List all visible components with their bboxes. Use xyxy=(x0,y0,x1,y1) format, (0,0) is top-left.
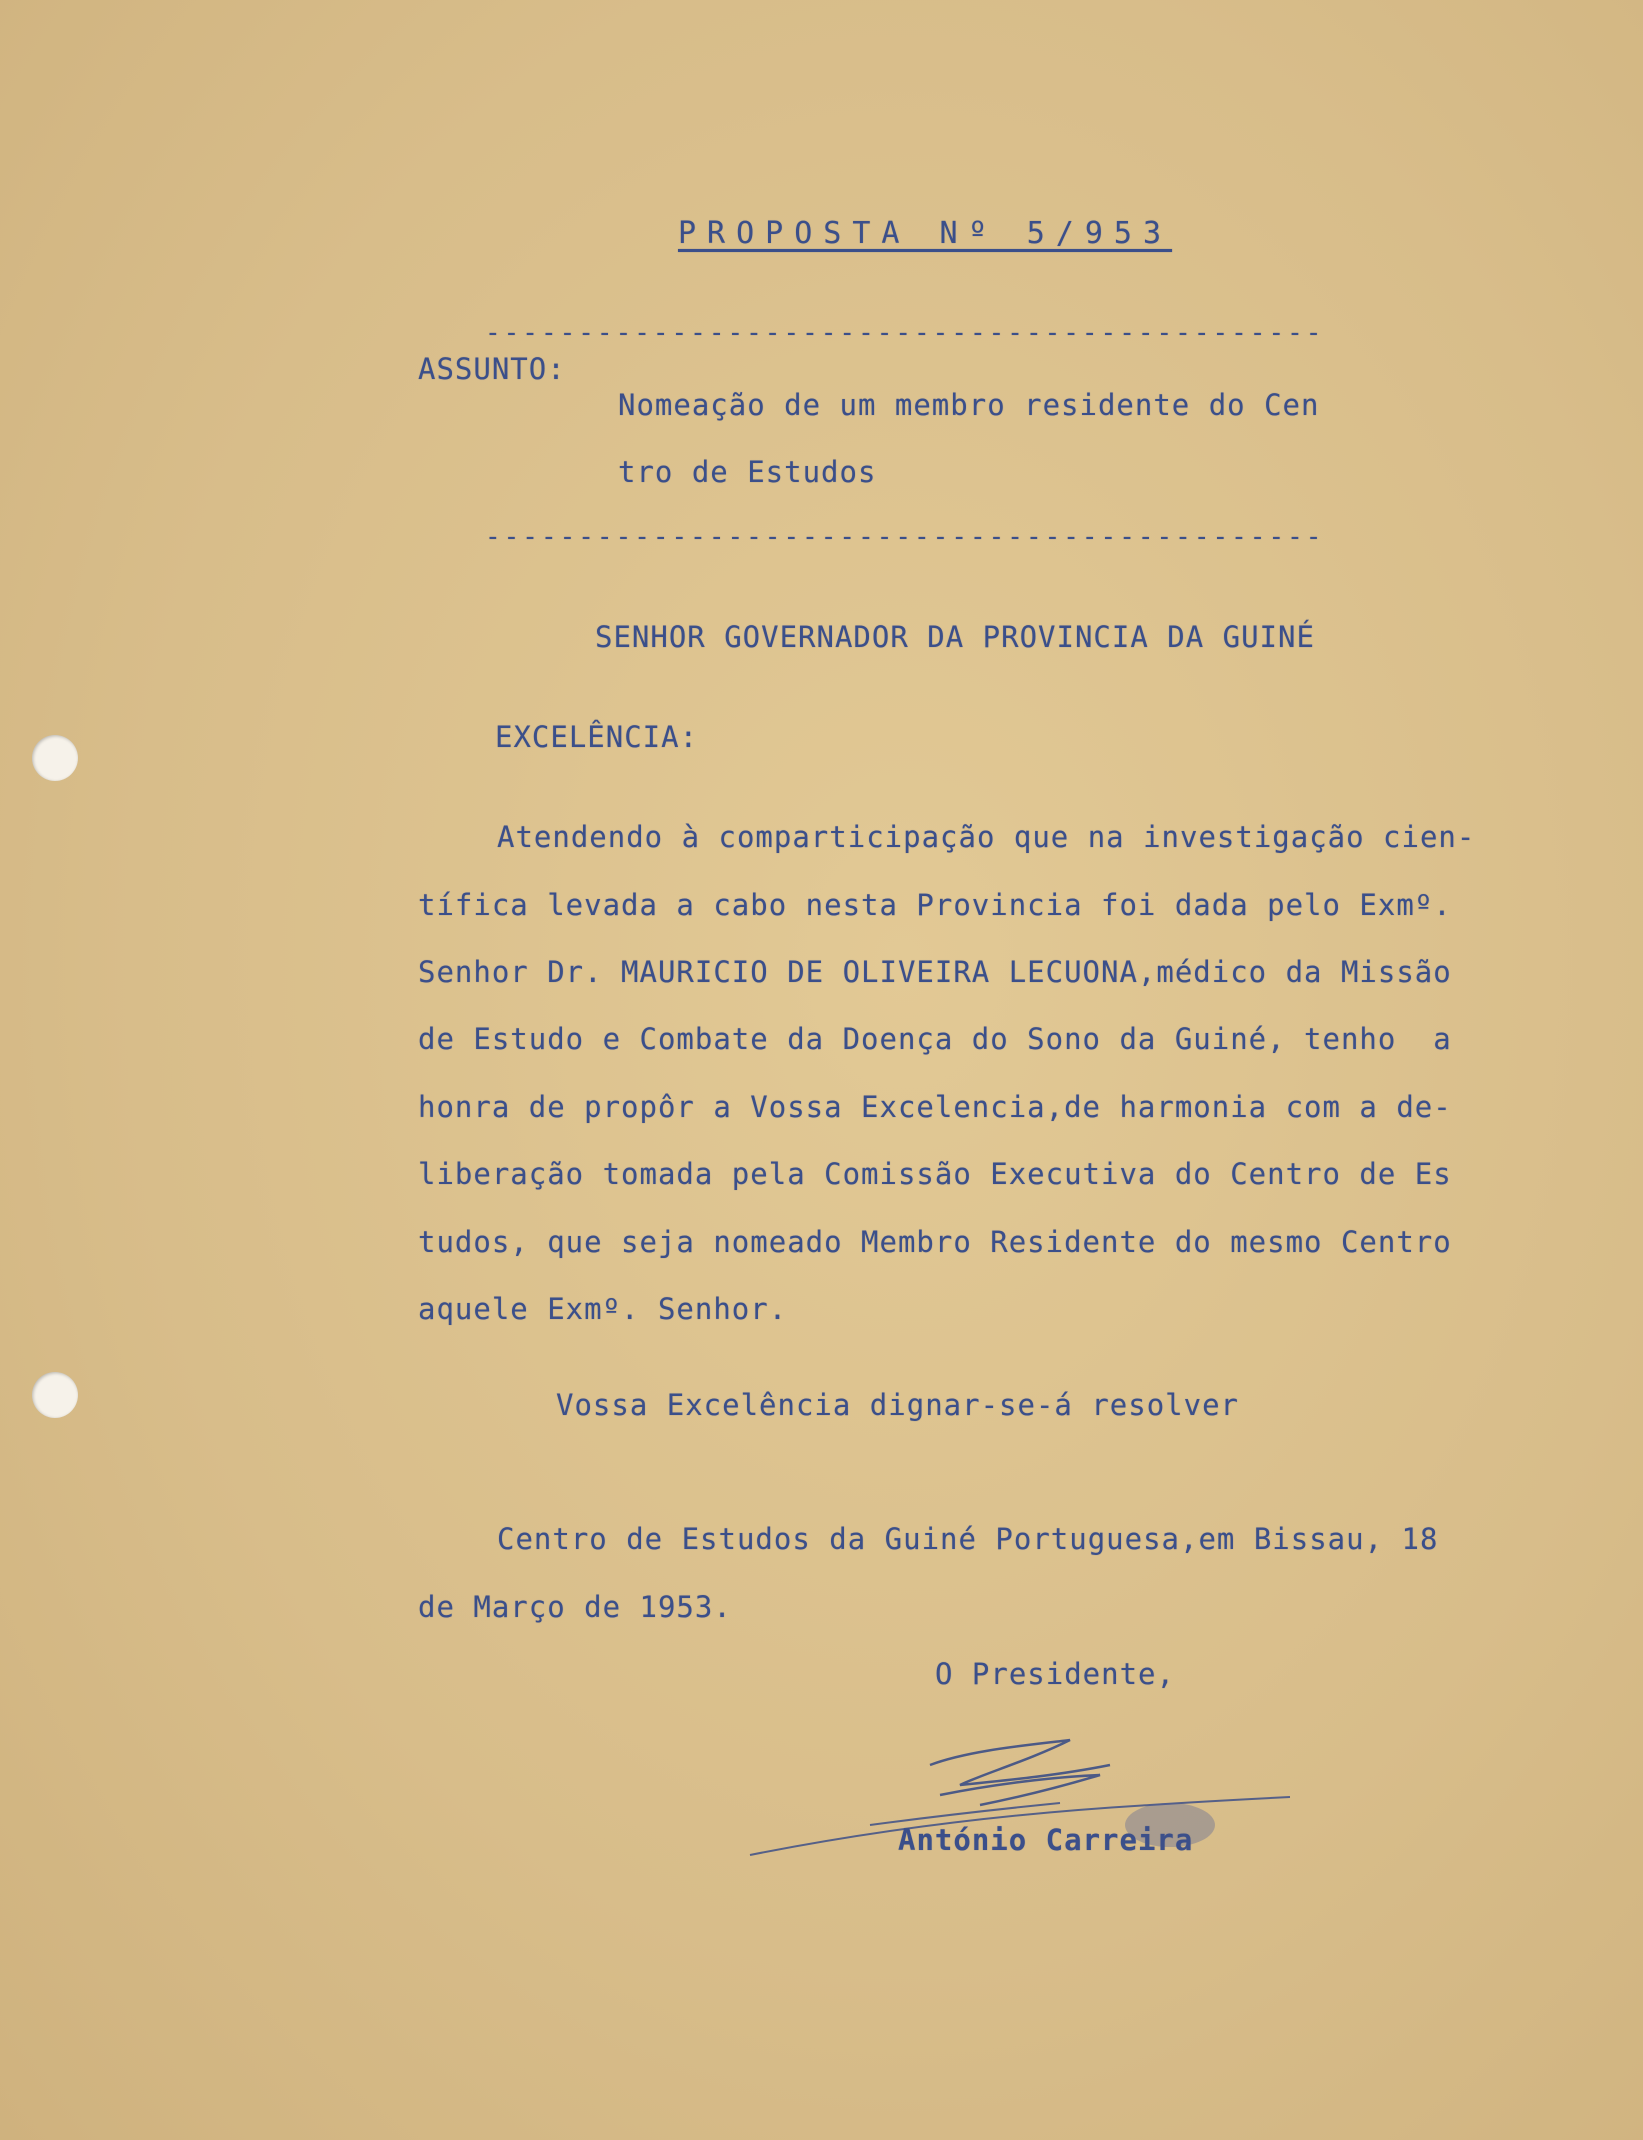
salutation: EXCELÊNCIA: xyxy=(495,720,699,754)
separator-bottom: --------------------------------------------- xyxy=(485,522,1325,552)
subject-line-2: tro de Estudos xyxy=(618,455,877,489)
body-line: tífica levada a cabo nesta Provincia foi dada pelo Exmº. xyxy=(418,888,1452,922)
body-line: de Estudo e Combate da Doença do Sono da Guiné, tenho a xyxy=(418,1022,1452,1056)
place-date-line-1: Centro de Estudos da Guiné Portuguesa,em Bissau, 18 xyxy=(497,1522,1439,1556)
body-line: Atendendo à comparticipação que na investigação cien- xyxy=(497,820,1476,854)
place-date-line-2: de Março de 1953. xyxy=(418,1590,732,1624)
punch-hole-bottom xyxy=(32,1372,78,1418)
punch-hole-top xyxy=(32,735,78,781)
document-title: PROPOSTA Nº 5/953 xyxy=(678,216,1173,251)
separator-top: --------------------------------------------- xyxy=(485,318,1325,348)
body-line: Senhor Dr. MAURICIO DE OLIVEIRA LECUONA,médico da Missão xyxy=(418,955,1452,989)
signer-name: António Carreira xyxy=(898,1823,1194,1857)
body-line: honra de propôr a Vossa Excelencia,de harmonia com a de- xyxy=(418,1090,1452,1124)
closing-formula: Vossa Excelência dignar-se-á resolver xyxy=(556,1388,1240,1422)
body-line: tudos, que seja nomeado Membro Residente do mesmo Centro xyxy=(418,1225,1452,1259)
subject-label: ASSUNTO: xyxy=(418,352,566,386)
subject-line-1: Nomeação de um membro residente do Cen xyxy=(618,388,1320,422)
body-line: liberação tomada pela Comissão Executiva do Centro de Es xyxy=(418,1157,1452,1191)
body-line: aquele Exmº. Senhor. xyxy=(418,1292,788,1326)
addressee: SENHOR GOVERNADOR DA PROVINCIA DA GUINÉ xyxy=(595,620,1315,654)
signer-title: O Presidente, xyxy=(935,1657,1175,1691)
